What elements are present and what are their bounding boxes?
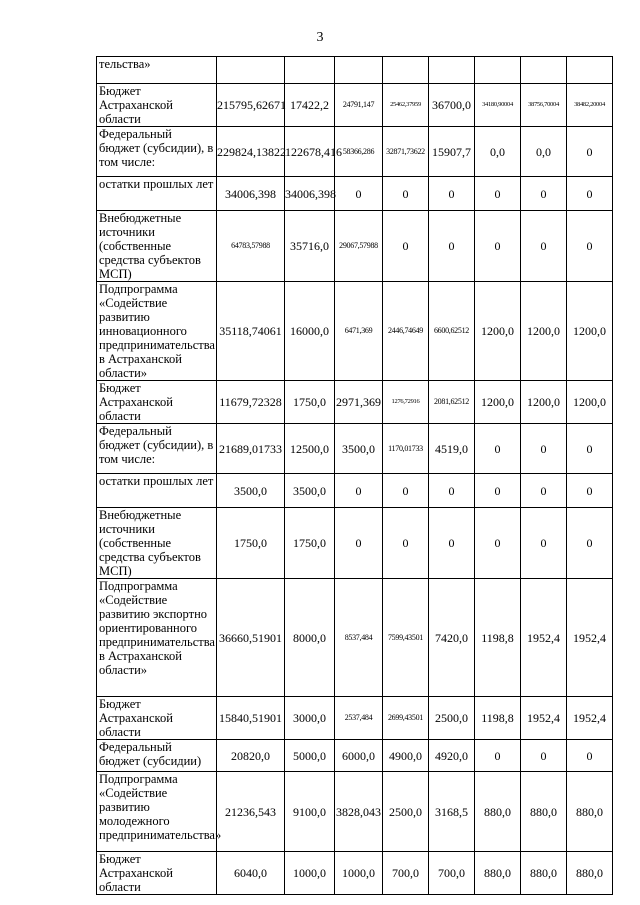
value-cell — [475, 57, 521, 84]
value-cell: 34180,90004 — [475, 84, 521, 127]
value-cell: 0 — [567, 211, 613, 282]
value-cell — [521, 57, 567, 84]
value-cell: 2500,0 — [429, 697, 475, 740]
value-cell — [217, 57, 285, 84]
value-cell: 17422,2 — [285, 84, 335, 127]
value-cell: 1198,8 — [475, 697, 521, 740]
row-label: Бюджет Астраханской области — [97, 381, 217, 424]
value-cell: 0 — [521, 211, 567, 282]
value-cell: 7420,0 — [429, 579, 475, 697]
table-row — [97, 579, 613, 697]
value-cell: 1200,0 — [567, 381, 613, 424]
value-cell: 64783,57988 — [217, 211, 285, 282]
value-cell: 32871,73622 — [383, 127, 429, 177]
row-label: тельства» — [97, 57, 217, 84]
value-cell: 1170,01733 — [383, 424, 429, 474]
table-row — [97, 508, 613, 579]
value-cell: 2446,74649 — [383, 282, 429, 381]
table-row — [97, 57, 613, 84]
value-cell: 880,0 — [521, 772, 567, 852]
value-cell: 21236,543 — [217, 772, 285, 852]
value-cell: 25462,37959 — [383, 84, 429, 127]
value-cell: 6471,369 — [335, 282, 383, 381]
row-label: Федеральный бюджет (субсидии), в том числе: — [97, 424, 217, 474]
value-cell: 3000,0 — [285, 697, 335, 740]
table-row — [97, 740, 613, 772]
value-cell: 2971,369 — [335, 381, 383, 424]
value-cell: 700,0 — [429, 852, 475, 895]
value-cell — [285, 57, 335, 84]
value-cell: 0 — [475, 177, 521, 211]
value-cell: 1952,4 — [567, 579, 613, 697]
value-cell: 3168,5 — [429, 772, 475, 852]
value-cell: 0 — [383, 211, 429, 282]
row-label: Бюджет Астраханской области — [97, 84, 217, 127]
value-cell: 0 — [475, 474, 521, 508]
value-cell: 0 — [383, 508, 429, 579]
table-row — [97, 177, 613, 211]
row-label: Федеральный бюджет (субсидии) — [97, 740, 217, 772]
value-cell: 2500,0 — [383, 772, 429, 852]
value-cell: 0 — [335, 508, 383, 579]
value-cell: 1952,4 — [521, 697, 567, 740]
value-cell: 15840,51901 — [217, 697, 285, 740]
value-cell: 1750,0 — [217, 508, 285, 579]
value-cell: 2699,43501 — [383, 697, 429, 740]
value-cell: 4900,0 — [383, 740, 429, 772]
value-cell: 5000,0 — [285, 740, 335, 772]
value-cell: 1200,0 — [521, 381, 567, 424]
value-cell: 6600,62512 — [429, 282, 475, 381]
value-cell: 215795,62671 — [217, 84, 285, 127]
table-row — [97, 381, 613, 424]
value-cell: 0,0 — [475, 127, 521, 177]
table-row — [97, 852, 613, 895]
value-cell — [429, 57, 475, 84]
value-cell: 58366,286 — [335, 127, 383, 177]
value-cell: 35716,0 — [285, 211, 335, 282]
value-cell: 0 — [521, 177, 567, 211]
value-cell: 0 — [335, 474, 383, 508]
value-cell: 1952,4 — [567, 697, 613, 740]
value-cell: 0 — [567, 127, 613, 177]
value-cell: 0 — [335, 177, 383, 211]
value-cell: 3828,043 — [335, 772, 383, 852]
value-cell: 38756,70004 — [521, 84, 567, 127]
value-cell: 0 — [567, 508, 613, 579]
value-cell: 0 — [475, 424, 521, 474]
value-cell: 15907,7 — [429, 127, 475, 177]
value-cell: 0 — [429, 211, 475, 282]
value-cell: 38482,20004 — [567, 84, 613, 127]
value-cell — [335, 57, 383, 84]
value-cell: 1750,0 — [285, 508, 335, 579]
table-row — [97, 474, 613, 508]
value-cell: 6000,0 — [335, 740, 383, 772]
value-cell: 29067,57988 — [335, 211, 383, 282]
value-cell: 8000,0 — [285, 579, 335, 697]
row-label: Бюджет Астраханской области — [97, 697, 217, 740]
row-label: Внебюджетные источники (собственные средства субъектов МСП) — [97, 211, 217, 282]
value-cell: 0 — [383, 177, 429, 211]
value-cell: 0 — [383, 474, 429, 508]
value-cell: 7599,43501 — [383, 579, 429, 697]
table-row — [97, 211, 613, 282]
row-label: Внебюджетные источники (собственные средства субъектов МСП) — [97, 508, 217, 579]
value-cell: 1200,0 — [521, 282, 567, 381]
value-cell: 0 — [475, 211, 521, 282]
value-cell: 0 — [475, 508, 521, 579]
value-cell: 0 — [521, 424, 567, 474]
budget-table — [96, 56, 613, 895]
table-row — [97, 424, 613, 474]
value-cell: 3500,0 — [217, 474, 285, 508]
value-cell: 0 — [567, 424, 613, 474]
value-cell: 0 — [567, 177, 613, 211]
page-number: 3 — [316, 30, 324, 45]
value-cell: 20820,0 — [217, 740, 285, 772]
value-cell: 700,0 — [383, 852, 429, 895]
value-cell: 3500,0 — [335, 424, 383, 474]
value-cell: 12500,0 — [285, 424, 335, 474]
value-cell: 0 — [475, 740, 521, 772]
table-row — [97, 772, 613, 852]
value-cell: 0 — [429, 177, 475, 211]
table-row — [97, 84, 613, 127]
row-label: Подпрограмма «Содействие развитию экспортно ориентированного предпринимательства в Астраханской области» — [97, 579, 217, 697]
value-cell — [567, 57, 613, 84]
value-cell: 1000,0 — [335, 852, 383, 895]
value-cell: 6040,0 — [217, 852, 285, 895]
value-cell: 1200,0 — [475, 381, 521, 424]
value-cell: 24791,147 — [335, 84, 383, 127]
value-cell: 1750,0 — [285, 381, 335, 424]
value-cell: 2081,62512 — [429, 381, 475, 424]
value-cell: 0 — [567, 474, 613, 508]
value-cell: 34006,398 — [285, 177, 335, 211]
value-cell: 0 — [521, 740, 567, 772]
value-cell: 1952,4 — [521, 579, 567, 697]
value-cell: 36700,0 — [429, 84, 475, 127]
value-cell: 16000,0 — [285, 282, 335, 381]
row-label: Подпрограмма «Содействие развитию молодежного предпринимательства» — [97, 772, 217, 852]
value-cell: 4519,0 — [429, 424, 475, 474]
value-cell: 0 — [521, 508, 567, 579]
row-label: Федеральный бюджет (субсидии), в том числе: — [97, 127, 217, 177]
value-cell: 880,0 — [521, 852, 567, 895]
value-cell: 0 — [521, 474, 567, 508]
value-cell: 1200,0 — [475, 282, 521, 381]
table-row — [97, 697, 613, 740]
value-cell: 880,0 — [475, 772, 521, 852]
value-cell: 229824,13822 — [217, 127, 285, 177]
value-cell: 880,0 — [567, 852, 613, 895]
value-cell: 2537,484 — [335, 697, 383, 740]
value-cell: 1198,8 — [475, 579, 521, 697]
value-cell: 122678,416 — [285, 127, 335, 177]
value-cell: 0,0 — [521, 127, 567, 177]
value-cell: 1000,0 — [285, 852, 335, 895]
value-cell: 0 — [429, 474, 475, 508]
value-cell: 0 — [567, 740, 613, 772]
row-label: Подпрограмма «Содействие развитию инновационного предпринимательства в Астраханской области» — [97, 282, 217, 381]
value-cell: 0 — [429, 508, 475, 579]
row-label: Бюджет Астраханской области — [97, 852, 217, 895]
table-row — [97, 127, 613, 177]
row-label: остатки прошлых лет — [97, 474, 217, 508]
value-cell: 8537,484 — [335, 579, 383, 697]
value-cell: 1276,72916 — [383, 381, 429, 424]
value-cell: 3500,0 — [285, 474, 335, 508]
value-cell: 34006,398 — [217, 177, 285, 211]
value-cell: 880,0 — [567, 772, 613, 852]
value-cell: 35118,74061 — [217, 282, 285, 381]
value-cell: 4920,0 — [429, 740, 475, 772]
value-cell — [383, 57, 429, 84]
value-cell: 21689,01733 — [217, 424, 285, 474]
value-cell: 1200,0 — [567, 282, 613, 381]
value-cell: 11679,72328 — [217, 381, 285, 424]
table-row — [97, 282, 613, 381]
value-cell: 9100,0 — [285, 772, 335, 852]
row-label: остатки прошлых лет — [97, 177, 217, 211]
value-cell: 36660,51901 — [217, 579, 285, 697]
value-cell: 880,0 — [475, 852, 521, 895]
